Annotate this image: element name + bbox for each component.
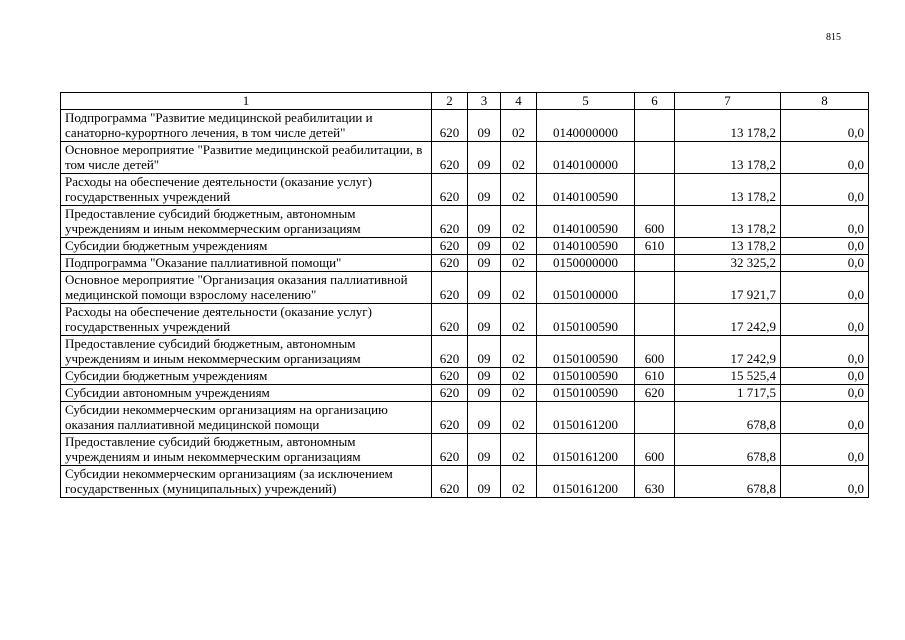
amount-col-8: 0,0 (781, 238, 869, 255)
amount-col-8: 0,0 (781, 272, 869, 304)
amount-col-7: 678,8 (675, 402, 781, 434)
item-name: Подпрограмма "Развитие медицинской реабилитации и санаторно-курортного лечения, в том числе детей" (61, 110, 432, 142)
target-article-code: 0150100590 (537, 385, 635, 402)
subsection-code: 02 (501, 142, 537, 174)
table-row (61, 402, 869, 434)
section-code: 09 (468, 174, 501, 206)
amount-col-8: 0,0 (781, 385, 869, 402)
table-row (61, 385, 869, 402)
section-code: 09 (468, 466, 501, 498)
amount-col-7: 678,8 (675, 466, 781, 498)
subsection-code: 02 (501, 206, 537, 238)
target-article-code: 0150100590 (537, 336, 635, 368)
target-article-code: 0150000000 (537, 255, 635, 272)
amount-col-7: 1 717,5 (675, 385, 781, 402)
expense-type-code: 610 (635, 368, 675, 385)
ministry-code: 620 (432, 142, 468, 174)
table-row (61, 238, 869, 255)
section-code: 09 (468, 368, 501, 385)
item-name: Субсидии некоммерческим организациям на организацию оказания паллиативной медицинской помощи (61, 402, 432, 434)
amount-col-8: 0,0 (781, 466, 869, 498)
table-row (61, 336, 869, 368)
section-code: 09 (468, 142, 501, 174)
target-article-code: 0150161200 (537, 434, 635, 466)
column-header-2: 2 (432, 93, 468, 110)
subsection-code: 02 (501, 174, 537, 206)
table-row (61, 368, 869, 385)
section-code: 09 (468, 272, 501, 304)
subsection-code: 02 (501, 466, 537, 498)
expense-type-code (635, 142, 675, 174)
target-article-code: 0150161200 (537, 402, 635, 434)
page-number: 815 (826, 32, 841, 43)
target-article-code: 0140100590 (537, 174, 635, 206)
item-name: Предоставление субсидий бюджетным, автономным учреждениям и иным некоммерческим организациям (61, 336, 432, 368)
subsection-code: 02 (501, 238, 537, 255)
subsection-code: 02 (501, 272, 537, 304)
expense-type-code: 620 (635, 385, 675, 402)
item-name: Основное мероприятие "Организация оказания паллиативной медицинской помощи взрослому населению" (61, 272, 432, 304)
ministry-code: 620 (432, 174, 468, 206)
amount-col-7: 13 178,2 (675, 174, 781, 206)
expense-type-code (635, 174, 675, 206)
amount-col-8: 0,0 (781, 434, 869, 466)
subsection-code: 02 (501, 110, 537, 142)
subsection-code: 02 (501, 385, 537, 402)
expense-type-code (635, 402, 675, 434)
item-name: Субсидии автономным учреждениям (61, 385, 432, 402)
amount-col-7: 17 242,9 (675, 304, 781, 336)
item-name: Подпрограмма "Оказание паллиативной помощи" (61, 255, 432, 272)
item-name: Расходы на обеспечение деятельности (оказание услуг) государственных учреждений (61, 304, 432, 336)
expense-type-code: 630 (635, 466, 675, 498)
table-row (61, 174, 869, 206)
ministry-code: 620 (432, 385, 468, 402)
column-header-1: 1 (61, 93, 432, 110)
table-row (61, 434, 869, 466)
expense-type-code: 600 (635, 434, 675, 466)
table-row (61, 110, 869, 142)
item-name: Субсидии некоммерческим организациям (за исключением государственных (муниципальных) учреждений) (61, 466, 432, 498)
amount-col-7: 13 178,2 (675, 142, 781, 174)
item-name: Предоставление субсидий бюджетным, автономным учреждениям и иным некоммерческим организациям (61, 206, 432, 238)
amount-col-7: 17 921,7 (675, 272, 781, 304)
table-row (61, 206, 869, 238)
subsection-code: 02 (501, 434, 537, 466)
column-header-6: 6 (635, 93, 675, 110)
amount-col-8: 0,0 (781, 142, 869, 174)
subsection-code: 02 (501, 255, 537, 272)
amount-col-7: 13 178,2 (675, 206, 781, 238)
amount-col-8: 0,0 (781, 255, 869, 272)
section-code: 09 (468, 110, 501, 142)
amount-col-7: 678,8 (675, 434, 781, 466)
item-name: Расходы на обеспечение деятельности (оказание услуг) государственных учреждений (61, 174, 432, 206)
amount-col-7: 13 178,2 (675, 238, 781, 255)
ministry-code: 620 (432, 402, 468, 434)
amount-col-8: 0,0 (781, 174, 869, 206)
amount-col-7: 13 178,2 (675, 110, 781, 142)
table-row (61, 272, 869, 304)
subsection-code: 02 (501, 402, 537, 434)
section-code: 09 (468, 402, 501, 434)
subsection-code: 02 (501, 304, 537, 336)
ministry-code: 620 (432, 238, 468, 255)
section-code: 09 (468, 385, 501, 402)
ministry-code: 620 (432, 272, 468, 304)
subsection-code: 02 (501, 368, 537, 385)
section-code: 09 (468, 336, 501, 368)
expense-type-code (635, 272, 675, 304)
target-article-code: 0150100000 (537, 272, 635, 304)
target-article-code: 0140000000 (537, 110, 635, 142)
item-name: Основное мероприятие "Развитие медицинской реабилитации, в том числе детей" (61, 142, 432, 174)
column-header-7: 7 (675, 93, 781, 110)
ministry-code: 620 (432, 255, 468, 272)
expense-type-code (635, 255, 675, 272)
ministry-code: 620 (432, 110, 468, 142)
header-row (61, 93, 869, 110)
expense-type-code (635, 304, 675, 336)
subsection-code: 02 (501, 336, 537, 368)
section-code: 09 (468, 434, 501, 466)
amount-col-7: 17 242,9 (675, 336, 781, 368)
amount-col-8: 0,0 (781, 402, 869, 434)
budget-table (60, 92, 869, 498)
item-name: Предоставление субсидий бюджетным, автономным учреждениям и иным некоммерческим организациям (61, 434, 432, 466)
ministry-code: 620 (432, 304, 468, 336)
expense-type-code: 600 (635, 336, 675, 368)
column-header-5: 5 (537, 93, 635, 110)
ministry-code: 620 (432, 206, 468, 238)
target-article-code: 0150161200 (537, 466, 635, 498)
expense-type-code: 600 (635, 206, 675, 238)
amount-col-8: 0,0 (781, 110, 869, 142)
expense-type-code (635, 110, 675, 142)
amount-col-8: 0,0 (781, 304, 869, 336)
ministry-code: 620 (432, 466, 468, 498)
table-row (61, 142, 869, 174)
table-body (61, 110, 869, 498)
table-row (61, 255, 869, 272)
amount-col-7: 15 525,4 (675, 368, 781, 385)
amount-col-8: 0,0 (781, 368, 869, 385)
column-header-3: 3 (468, 93, 501, 110)
section-code: 09 (468, 304, 501, 336)
section-code: 09 (468, 206, 501, 238)
target-article-code: 0140100590 (537, 238, 635, 255)
column-header-4: 4 (501, 93, 537, 110)
amount-col-7: 32 325,2 (675, 255, 781, 272)
amount-col-8: 0,0 (781, 336, 869, 368)
table-row (61, 304, 869, 336)
ministry-code: 620 (432, 336, 468, 368)
target-article-code: 0140100590 (537, 206, 635, 238)
item-name: Субсидии бюджетным учреждениям (61, 238, 432, 255)
target-article-code: 0150100590 (537, 368, 635, 385)
ministry-code: 620 (432, 368, 468, 385)
item-name: Субсидии бюджетным учреждениям (61, 368, 432, 385)
table-row (61, 466, 869, 498)
section-code: 09 (468, 238, 501, 255)
amount-col-8: 0,0 (781, 206, 869, 238)
expense-type-code: 610 (635, 238, 675, 255)
section-code: 09 (468, 255, 501, 272)
target-article-code: 0150100590 (537, 304, 635, 336)
target-article-code: 0140100000 (537, 142, 635, 174)
column-header-8: 8 (781, 93, 869, 110)
ministry-code: 620 (432, 434, 468, 466)
